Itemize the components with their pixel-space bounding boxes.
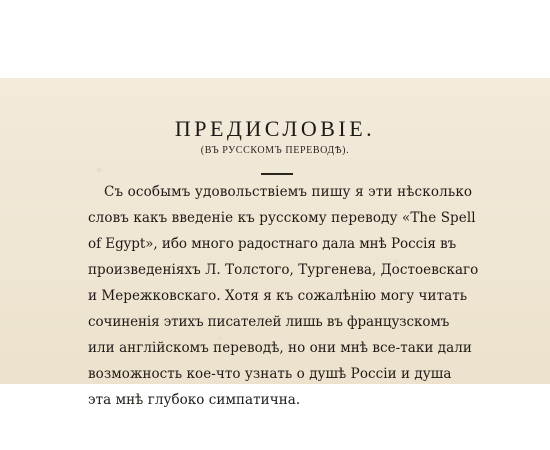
book-page	[0, 78, 550, 408]
text-line: Съ особымъ удовольствіемъ пишу я эти нѣсколько	[104, 184, 473, 200]
text-line: of Egypt», ибо много радостнаго дала мнѣ Россія въ	[88, 236, 457, 252]
text-line: или англійскомъ переводѣ, но они мнѣ все-таки дали	[88, 340, 472, 356]
text-line: возможность кое-что узнать о душѣ Россіи и душа	[88, 366, 452, 382]
text-line: произведеніяхъ Л. Толстого, Тургенева, Достоевскаго	[88, 262, 479, 278]
title-divider	[261, 173, 293, 175]
page-title: ПРЕДИСЛОВІЕ.	[174, 116, 376, 141]
page-subtitle: (ВЪ РУССКОМЪ ПЕРЕВОДѢ).	[200, 145, 350, 156]
text-line: сочиненія этихъ писателей лишь въ французскомъ	[88, 314, 450, 330]
text-line: и Мережковскаго. Хотя я къ сожалѣнію могу читать	[88, 288, 468, 304]
text-line: словъ какъ введеніе къ русскому переводу «The Spell	[88, 210, 476, 226]
text-line-last: эта мнѣ глубоко симпатична.	[88, 392, 301, 408]
